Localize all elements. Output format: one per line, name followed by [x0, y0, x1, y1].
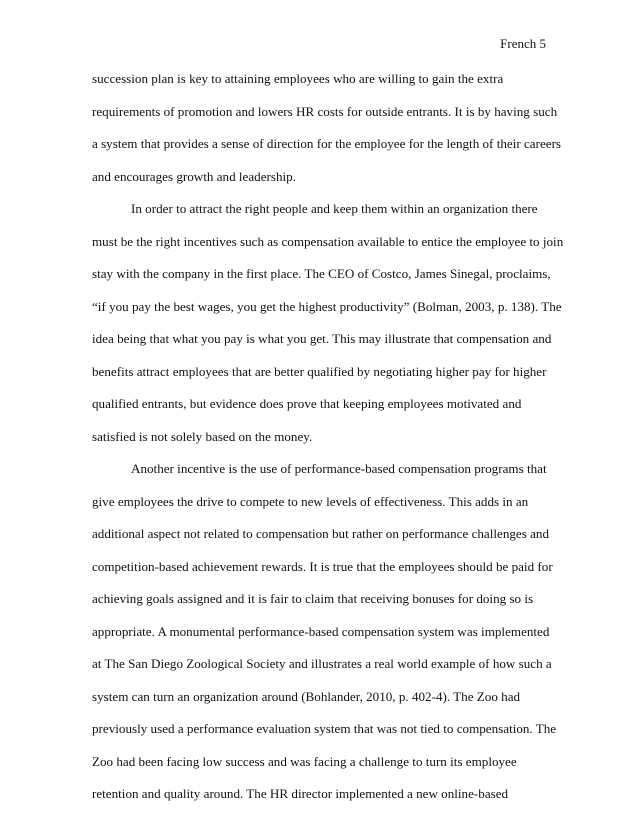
paragraph-2-line-1: In order to attract the right people and keep them within an organization there [131, 201, 538, 216]
paragraph-3-line-2: give employees the drive to compete to new levels of effectiveness. This adds in an [92, 494, 529, 509]
paragraph-2-line-4: “if you pay the best wages, you get the highest productivity” (Bolman, 2003, p. 138). The [92, 299, 562, 314]
paragraph-2-line-5: idea being that what you pay is what you get. This may illustrate that compensation and [92, 331, 552, 346]
running-header: French 5 [500, 36, 546, 51]
paragraph-1-line-3: a system that provides a sense of direction for the employee for the length of their careers [92, 136, 562, 151]
paragraph-2-line-8: satisfied is not solely based on the money. [92, 429, 313, 444]
paragraph-1-line-4: and encourages growth and leadership. [92, 169, 296, 184]
paragraph-1-line-2: requirements of promotion and lowers HR costs for outside entrants. It is by having such [92, 104, 558, 119]
paragraph-3-line-3: additional aspect not related to compensation but rather on performance challenges and [92, 526, 550, 541]
paragraph-1-line-1: succession plan is key to attaining employees who are willing to gain the extra [92, 71, 504, 86]
paragraph-3-line-1: Another incentive is the use of performance-based compensation programs that [131, 461, 547, 476]
paragraph-3-line-6: appropriate. A monumental performance-based compensation system was implemented [92, 624, 550, 639]
paragraph-3-line-5: achieving goals assigned and it is fair to claim that receiving bonuses for doing so is [92, 591, 534, 606]
paragraph-3-line-4: competition-based achievement rewards. It is true that the employees should be paid for [92, 559, 553, 574]
paragraph-3-line-9: previously used a performance evaluation system that was not tied to compensation. The [92, 721, 557, 736]
paragraph-3-line-10: Zoo had been facing low success and was facing a challenge to turn its employee [92, 754, 517, 769]
paragraph-3-line-11: retention and quality around. The HR director implemented a new online-based [92, 786, 509, 801]
paragraph-3-line-7: at The San Diego Zoological Society and illustrates a real world example of how such a [92, 656, 552, 671]
paragraph-3-line-8: system can turn an organization around (Bohlander, 2010, p. 402-4). The Zoo had [92, 689, 521, 704]
paragraph-2-line-7: qualified entrants, but evidence does prove that keeping employees motivated and [92, 396, 522, 411]
paragraph-2-line-6: benefits attract employees that are better qualified by negotiating higher pay for higher [92, 364, 547, 379]
paragraph-2-line-2: must be the right incentives such as compensation available to entice the employee to join [92, 234, 564, 249]
paragraph-2-line-3: stay with the company in the first place. The CEO of Costco, James Sinegal, proclaims, [92, 266, 551, 281]
